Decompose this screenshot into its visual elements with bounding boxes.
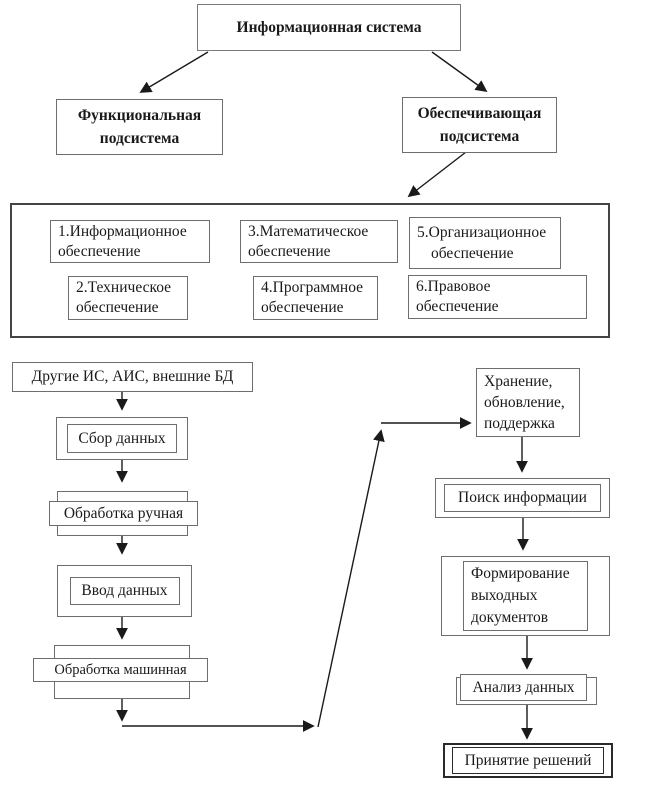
box-output-documents [463, 561, 588, 631]
box-output-documents-outer [441, 556, 610, 636]
box-external-sources [12, 362, 253, 392]
machine-processing-label: Обработка машинная [54, 662, 187, 678]
data-input-label: Ввод данных [81, 582, 168, 599]
output-documents-line2: выходных [471, 587, 538, 604]
providing-subsystem-line1: Обеспечивающая [417, 104, 542, 122]
software-support-line2: обеспечение [261, 299, 344, 316]
box-manual-processing [49, 501, 198, 526]
organizational-support-line1: 5.Организационное [417, 223, 547, 241]
organizational-support-line2: обеспечение [431, 244, 514, 262]
output-documents-line1: Формирование [471, 565, 570, 582]
storage-line3: поддержка [484, 415, 555, 432]
providing-subsystem-line2: подсистема [439, 127, 520, 145]
technical-support-line1: 2.Техническое [76, 279, 172, 296]
box-machine-processing [33, 658, 208, 682]
box-providing-subsystem [402, 97, 557, 153]
box-storage [476, 368, 580, 437]
information-system-label: Информационная система [236, 18, 422, 36]
box-data-collection [67, 424, 177, 453]
box-data-input [70, 577, 180, 605]
arrow-diagonal-up [318, 431, 381, 727]
mathematical-support-line2: обеспечение [248, 242, 331, 260]
box-software-support [253, 276, 378, 320]
software-support-line1: 4.Программное [261, 279, 364, 296]
box-legal-support [408, 275, 587, 319]
box-data-collection-outer [56, 417, 188, 460]
information-search-label: Поиск информации [458, 489, 587, 506]
external-sources-label: Другие ИС, АИС, внешние БД [31, 368, 234, 385]
box-mathematical-support [240, 220, 398, 263]
box-information-support [50, 220, 210, 263]
legal-support-line2: обеспечение [416, 298, 499, 315]
box-decision-making [452, 747, 604, 774]
box-technical-support [68, 276, 188, 320]
box-data-analysis [460, 674, 587, 701]
box-functional-subsystem [56, 99, 223, 155]
mathematical-support-line1: 3.Математическое [248, 222, 369, 240]
legal-support-line1: 6.Правовое [416, 278, 491, 295]
storage-line2: обновление, [484, 394, 565, 411]
decision-making-label: Принятие решений [464, 751, 592, 769]
arrow-providing-to-container [409, 152, 466, 196]
arrow-title-to-providing [432, 52, 486, 91]
technical-support-line2: обеспечение [76, 299, 159, 316]
box-organizational-support [409, 217, 561, 269]
data-collection-label: Сбор данных [78, 429, 166, 447]
functional-subsystem-line1: Функциональная [77, 106, 202, 124]
box-data-input-outer [57, 565, 192, 617]
box-information-system [197, 4, 461, 51]
information-support-line1: 1.Информационное [58, 222, 187, 240]
data-analysis-label: Анализ данных [472, 678, 575, 696]
arrow-title-to-functional [141, 52, 208, 92]
information-support-line2: обеспечение [58, 242, 141, 260]
box-information-search [444, 484, 601, 512]
functional-subsystem-line2: подсистема [99, 129, 180, 147]
manual-processing-label: Обработка ручная [63, 504, 184, 522]
box-information-search-outer [435, 478, 610, 518]
storage-line1: Хранение, [484, 373, 553, 390]
output-documents-line3: документов [471, 609, 549, 626]
box-decision-making-outer [443, 743, 613, 778]
